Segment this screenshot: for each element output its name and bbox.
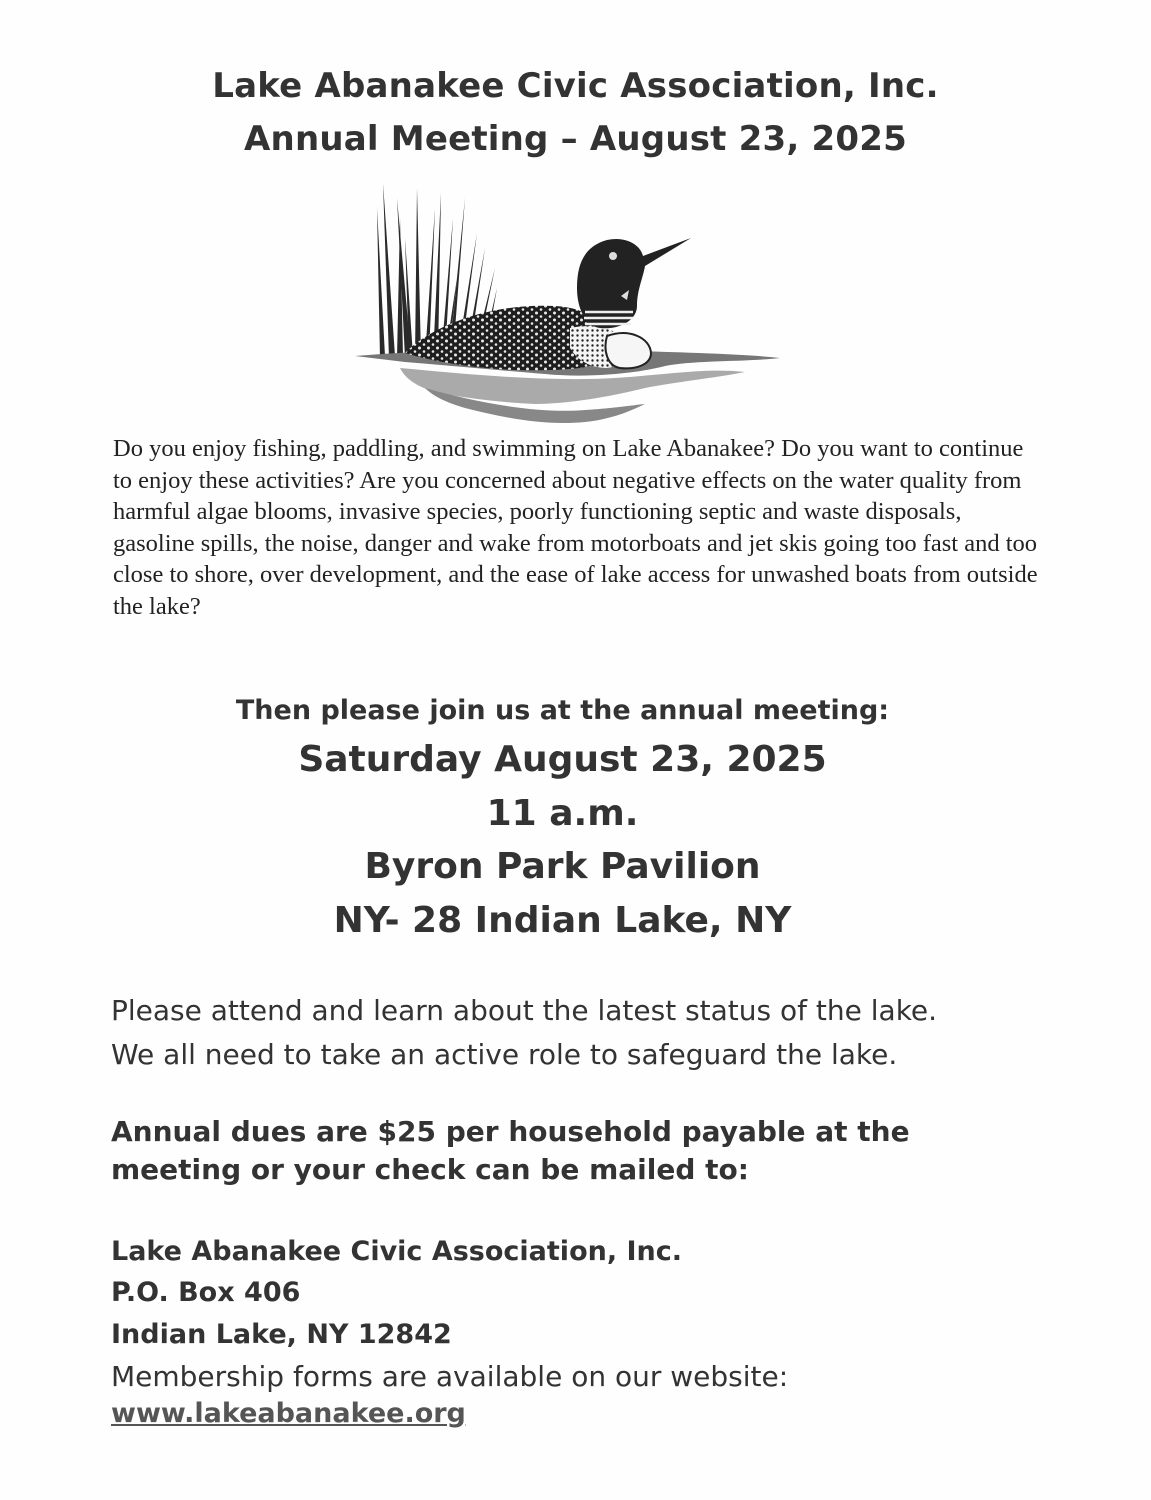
attend-line-1: Please attend and learn about the latest status of the lake. [111,994,938,1027]
invite-lead: Then please join us at the annual meeting: [235,695,890,726]
attend-line-2: We all need to take an active role to safeguard the lake. [111,1038,898,1071]
meeting-time: 11 a.m. [486,793,639,834]
membership-note: Membership forms are available on our website: [111,1360,789,1393]
address-city: Indian Lake, NY 12842 [111,1319,452,1350]
address-name: Lake Abanakee Civic Association, Inc. [111,1236,683,1267]
meeting-location: NY- 28 Indian Lake, NY [333,900,792,941]
dues-line-2: meeting or your check can be mailed to: [111,1153,749,1186]
flyer-subtitle: Annual Meeting – August 23, 2025 [244,119,907,159]
address-box: P.O. Box 406 [111,1277,301,1308]
intro-paragraph: Do you enjoy fishing, paddling, and swimming on Lake Abanakee? Do you want to continue to enjoy these activities? Are you concerned about negative effects on the water quality from harmful algae blooms, invasive species, poorly functioning septic and waste disposals, gasoline spills, the noise, danger and wake from motorboats and jet skis going too fast and too close to shore, over development, and the ease of lake access for unwashed boats from outside the lake? [113,435,1038,620]
meeting-venue: Byron Park Pavilion [364,846,761,887]
flyer-title: Lake Abanakee Civic Association, Inc. [212,66,939,106]
website-link[interactable]: www.lakeabanakee.org [111,1398,466,1429]
meeting-date: Saturday August 23, 2025 [298,739,827,780]
dues-line-1: Annual dues are $25 per household payable at the [111,1115,910,1148]
loon-icon [345,178,785,430]
